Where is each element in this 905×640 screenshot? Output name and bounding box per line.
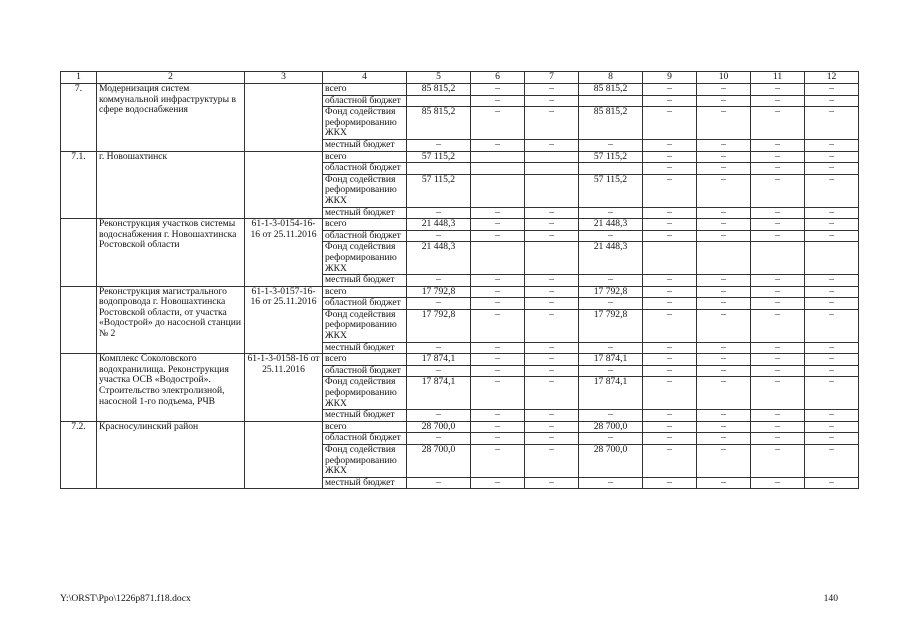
value-cell: – xyxy=(525,139,579,151)
document-ref xyxy=(245,421,323,489)
column-header: 7 xyxy=(525,72,579,84)
value-cell: – xyxy=(643,139,697,151)
value-cell: – xyxy=(643,309,697,342)
funding-source: областной бюджет xyxy=(323,298,407,310)
value-cell: – xyxy=(525,95,579,107)
value-cell: – xyxy=(805,230,859,242)
value-cell: – xyxy=(805,445,859,478)
value-cell: – xyxy=(579,342,643,354)
value-cell: 85 815,2 xyxy=(579,107,643,140)
value-cell: – xyxy=(805,433,859,445)
value-cell: – xyxy=(751,84,805,96)
column-header: 10 xyxy=(697,72,751,84)
value-cell: – xyxy=(471,107,525,140)
value-cell: – xyxy=(525,309,579,342)
value-cell: – xyxy=(697,107,751,140)
value-cell: – xyxy=(697,219,751,231)
value-cell: – xyxy=(525,445,579,478)
value-cell xyxy=(525,151,579,163)
item-name: г. Новошахтинск xyxy=(97,151,245,219)
value-cell: – xyxy=(525,298,579,310)
value-cell: – xyxy=(751,230,805,242)
table-header-row xyxy=(61,72,859,84)
value-cell: – xyxy=(805,219,859,231)
value-cell: – xyxy=(525,286,579,298)
value-cell xyxy=(471,242,525,275)
value-cell: – xyxy=(525,433,579,445)
value-cell: – xyxy=(751,354,805,366)
value-cell: – xyxy=(697,151,751,163)
funding-source: всего xyxy=(323,151,407,163)
value-cell: – xyxy=(471,286,525,298)
document-ref: 61-1-3-0158-16 от 25.11.2016 xyxy=(245,354,323,422)
table-row xyxy=(61,421,859,433)
value-cell xyxy=(525,242,579,275)
value-cell: – xyxy=(407,139,471,151)
table-row xyxy=(61,219,859,231)
value-cell: – xyxy=(697,410,751,422)
value-cell: – xyxy=(643,445,697,478)
value-cell: – xyxy=(643,433,697,445)
value-cell: – xyxy=(471,377,525,410)
value-cell: – xyxy=(805,207,859,219)
document-ref xyxy=(245,84,323,152)
value-cell: – xyxy=(643,365,697,377)
value-cell: – xyxy=(805,286,859,298)
value-cell: 28 700,0 xyxy=(579,445,643,478)
value-cell: – xyxy=(751,377,805,410)
value-cell: – xyxy=(471,477,525,489)
value-cell: – xyxy=(805,477,859,489)
value-cell: – xyxy=(697,342,751,354)
value-cell: – xyxy=(697,354,751,366)
value-cell: – xyxy=(643,230,697,242)
value-cell: – xyxy=(471,354,525,366)
value-cell: 21 448,3 xyxy=(579,219,643,231)
funding-source: всего xyxy=(323,219,407,231)
value-cell: 21 448,3 xyxy=(407,242,471,275)
table-row xyxy=(61,151,859,163)
value-cell: – xyxy=(697,163,751,175)
value-cell: – xyxy=(697,84,751,96)
value-cell: 17 874,1 xyxy=(579,377,643,410)
table-row xyxy=(61,354,859,366)
value-cell: – xyxy=(697,365,751,377)
value-cell: – xyxy=(525,365,579,377)
value-cell: – xyxy=(751,219,805,231)
value-cell: – xyxy=(751,95,805,107)
column-header: 5 xyxy=(407,72,471,84)
value-cell: 57 115,2 xyxy=(579,174,643,207)
value-cell: – xyxy=(643,477,697,489)
funding-source: местный бюджет xyxy=(323,275,407,287)
funding-source: местный бюджет xyxy=(323,477,407,489)
value-cell: – xyxy=(525,107,579,140)
item-name: Реконструкция магистрального водопровода г. Новошахтинска Ростовской области, от участка «Водострой» до насосной станции № 2 xyxy=(97,286,245,354)
footer-file-path: Y:\ORST\Ppo\1226p871.f18.docx xyxy=(60,593,191,604)
item-number xyxy=(61,286,97,354)
value-cell: – xyxy=(643,174,697,207)
value-cell: – xyxy=(643,286,697,298)
value-cell: – xyxy=(643,163,697,175)
value-cell xyxy=(407,95,471,107)
value-cell xyxy=(525,163,579,175)
value-cell: – xyxy=(805,309,859,342)
value-cell xyxy=(643,242,697,275)
table-row xyxy=(61,84,859,96)
value-cell: 28 700,0 xyxy=(407,445,471,478)
value-cell: 17 792,8 xyxy=(579,309,643,342)
column-header: 8 xyxy=(579,72,643,84)
value-cell: – xyxy=(471,445,525,478)
value-cell: 17 792,8 xyxy=(579,286,643,298)
value-cell: – xyxy=(643,84,697,96)
item-number xyxy=(61,219,97,287)
value-cell: – xyxy=(697,174,751,207)
budget-table xyxy=(60,71,859,489)
value-cell: – xyxy=(751,445,805,478)
value-cell: – xyxy=(805,151,859,163)
funding-source: областной бюджет xyxy=(323,95,407,107)
value-cell: – xyxy=(697,421,751,433)
value-cell: – xyxy=(407,342,471,354)
item-number: 7.2. xyxy=(61,421,97,489)
value-cell: 17 874,1 xyxy=(579,354,643,366)
funding-source: всего xyxy=(323,84,407,96)
value-cell: – xyxy=(407,477,471,489)
value-cell: – xyxy=(697,433,751,445)
value-cell: 28 700,0 xyxy=(407,421,471,433)
document-ref: 61-1-3-0154-16-16 от 25.11.2016 xyxy=(245,219,323,287)
value-cell: – xyxy=(751,309,805,342)
value-cell: – xyxy=(407,365,471,377)
value-cell: – xyxy=(579,230,643,242)
value-cell: – xyxy=(579,365,643,377)
value-cell: – xyxy=(471,309,525,342)
funding-source: Фонд содействия реформированию ЖКХ xyxy=(323,107,407,140)
value-cell: – xyxy=(471,410,525,422)
value-cell: 21 448,3 xyxy=(407,219,471,231)
value-cell: – xyxy=(643,151,697,163)
value-cell: – xyxy=(407,207,471,219)
value-cell: – xyxy=(525,84,579,96)
value-cell: 17 792,8 xyxy=(407,309,471,342)
value-cell: – xyxy=(805,342,859,354)
value-cell: – xyxy=(525,410,579,422)
value-cell: – xyxy=(751,433,805,445)
value-cell: – xyxy=(751,163,805,175)
funding-source: Фонд содействия реформированию ЖКХ xyxy=(323,309,407,342)
value-cell: – xyxy=(805,95,859,107)
footer-page-number: 140 xyxy=(823,593,838,604)
value-cell: – xyxy=(697,275,751,287)
item-name: Красносулинский район xyxy=(97,421,245,489)
column-header: 6 xyxy=(471,72,525,84)
value-cell: – xyxy=(697,298,751,310)
value-cell: – xyxy=(643,275,697,287)
value-cell: – xyxy=(471,365,525,377)
value-cell: – xyxy=(805,107,859,140)
column-header: 2 xyxy=(97,72,245,84)
value-cell: – xyxy=(579,298,643,310)
value-cell: – xyxy=(751,298,805,310)
value-cell xyxy=(697,242,751,275)
value-cell: 17 874,1 xyxy=(407,354,471,366)
value-cell: – xyxy=(471,84,525,96)
value-cell: – xyxy=(525,275,579,287)
value-cell: – xyxy=(697,95,751,107)
funding-source: Фонд содействия реформированию ЖКХ xyxy=(323,242,407,275)
value-cell: – xyxy=(643,410,697,422)
funding-source: областной бюджет xyxy=(323,433,407,445)
value-cell: – xyxy=(751,477,805,489)
value-cell xyxy=(471,151,525,163)
value-cell: 57 115,2 xyxy=(407,174,471,207)
value-cell: – xyxy=(697,207,751,219)
value-cell: – xyxy=(751,421,805,433)
value-cell: – xyxy=(751,174,805,207)
item-number: 7.1. xyxy=(61,151,97,219)
value-cell: – xyxy=(805,354,859,366)
funding-source: всего xyxy=(323,421,407,433)
funding-source: Фонд содействия реформированию ЖКХ xyxy=(323,174,407,207)
value-cell: – xyxy=(525,219,579,231)
value-cell: – xyxy=(805,139,859,151)
value-cell: – xyxy=(643,377,697,410)
value-cell: – xyxy=(525,230,579,242)
value-cell: 85 815,2 xyxy=(407,84,471,96)
funding-source: местный бюджет xyxy=(323,410,407,422)
value-cell: 17 792,8 xyxy=(407,286,471,298)
value-cell: – xyxy=(471,230,525,242)
value-cell: 28 700,0 xyxy=(579,421,643,433)
document-ref xyxy=(245,151,323,219)
value-cell: – xyxy=(751,139,805,151)
value-cell: – xyxy=(579,433,643,445)
value-cell: – xyxy=(805,174,859,207)
value-cell: – xyxy=(751,410,805,422)
table-row xyxy=(61,286,859,298)
value-cell: – xyxy=(579,139,643,151)
value-cell: – xyxy=(751,275,805,287)
value-cell: – xyxy=(751,151,805,163)
funding-source: местный бюджет xyxy=(323,139,407,151)
funding-source: Фонд содействия реформированию ЖКХ xyxy=(323,445,407,478)
value-cell: – xyxy=(471,433,525,445)
value-cell: – xyxy=(805,275,859,287)
column-header: 4 xyxy=(323,72,407,84)
value-cell xyxy=(471,174,525,207)
funding-source: всего xyxy=(323,354,407,366)
column-header: 1 xyxy=(61,72,97,84)
value-cell xyxy=(407,163,471,175)
value-cell: – xyxy=(697,309,751,342)
value-cell xyxy=(805,242,859,275)
value-cell: – xyxy=(643,219,697,231)
value-cell xyxy=(579,163,643,175)
value-cell xyxy=(751,242,805,275)
value-cell xyxy=(471,163,525,175)
value-cell: – xyxy=(525,354,579,366)
funding-source: Фонд содействия реформированию ЖКХ xyxy=(323,377,407,410)
item-name: Модернизация систем коммунальной инфраструктуры в сфере водоснабжения xyxy=(97,84,245,152)
value-cell: – xyxy=(643,298,697,310)
value-cell: – xyxy=(471,275,525,287)
value-cell: – xyxy=(579,207,643,219)
value-cell: – xyxy=(805,410,859,422)
value-cell: – xyxy=(407,433,471,445)
value-cell: – xyxy=(805,298,859,310)
value-cell: – xyxy=(805,163,859,175)
value-cell: 57 115,2 xyxy=(579,151,643,163)
column-header: 11 xyxy=(751,72,805,84)
funding-source: местный бюджет xyxy=(323,207,407,219)
value-cell: – xyxy=(643,421,697,433)
value-cell: – xyxy=(751,365,805,377)
value-cell: – xyxy=(643,107,697,140)
column-header: 12 xyxy=(805,72,859,84)
value-cell: – xyxy=(643,354,697,366)
value-cell: – xyxy=(805,377,859,410)
value-cell: – xyxy=(525,207,579,219)
value-cell: – xyxy=(751,107,805,140)
column-header: 3 xyxy=(245,72,323,84)
document-ref: 61-1-3-0157-16-16 от 25.11.2016 xyxy=(245,286,323,354)
value-cell: – xyxy=(525,477,579,489)
value-cell: – xyxy=(697,377,751,410)
value-cell: – xyxy=(697,230,751,242)
value-cell xyxy=(525,174,579,207)
value-cell: – xyxy=(471,207,525,219)
value-cell: – xyxy=(697,445,751,478)
value-cell: – xyxy=(697,477,751,489)
value-cell: – xyxy=(643,207,697,219)
value-cell: – xyxy=(407,275,471,287)
item-number: 7. xyxy=(61,84,97,152)
value-cell: 85 815,2 xyxy=(407,107,471,140)
value-cell: – xyxy=(525,421,579,433)
value-cell: – xyxy=(751,286,805,298)
value-cell: – xyxy=(643,95,697,107)
value-cell: – xyxy=(471,342,525,354)
funding-source: областной бюджет xyxy=(323,365,407,377)
value-cell: – xyxy=(471,298,525,310)
value-cell: – xyxy=(579,275,643,287)
item-number xyxy=(61,354,97,422)
value-cell: 85 815,2 xyxy=(579,84,643,96)
value-cell: – xyxy=(471,139,525,151)
item-name: Комплекс Соколовского водохранилища. Реконструкция участка ОСВ «Водострой». Строительство электролизной, насосной 1-го подъема, РЧВ xyxy=(97,354,245,422)
item-name: Реконструкция участков системы водоснабжения г. Новошахтинска Ростовской области xyxy=(97,219,245,287)
funding-source: областной бюджет xyxy=(323,230,407,242)
value-cell: – xyxy=(805,365,859,377)
value-cell: – xyxy=(471,95,525,107)
value-cell: – xyxy=(471,219,525,231)
value-cell: – xyxy=(525,342,579,354)
value-cell: – xyxy=(471,421,525,433)
value-cell: – xyxy=(579,410,643,422)
value-cell: – xyxy=(697,286,751,298)
value-cell: – xyxy=(751,342,805,354)
column-header: 9 xyxy=(643,72,697,84)
value-cell: – xyxy=(407,410,471,422)
value-cell xyxy=(579,95,643,107)
value-cell: 21 448,3 xyxy=(579,242,643,275)
value-cell: – xyxy=(407,298,471,310)
funding-source: областной бюджет xyxy=(323,163,407,175)
value-cell: 17 874,1 xyxy=(407,377,471,410)
value-cell: – xyxy=(805,421,859,433)
value-cell: – xyxy=(805,84,859,96)
value-cell: – xyxy=(643,342,697,354)
value-cell: – xyxy=(525,377,579,410)
funding-source: местный бюджет xyxy=(323,342,407,354)
value-cell: – xyxy=(697,139,751,151)
value-cell: – xyxy=(407,230,471,242)
table-body xyxy=(61,84,859,489)
funding-source: всего xyxy=(323,286,407,298)
value-cell: 57 115,2 xyxy=(407,151,471,163)
value-cell: – xyxy=(579,477,643,489)
value-cell: – xyxy=(751,207,805,219)
